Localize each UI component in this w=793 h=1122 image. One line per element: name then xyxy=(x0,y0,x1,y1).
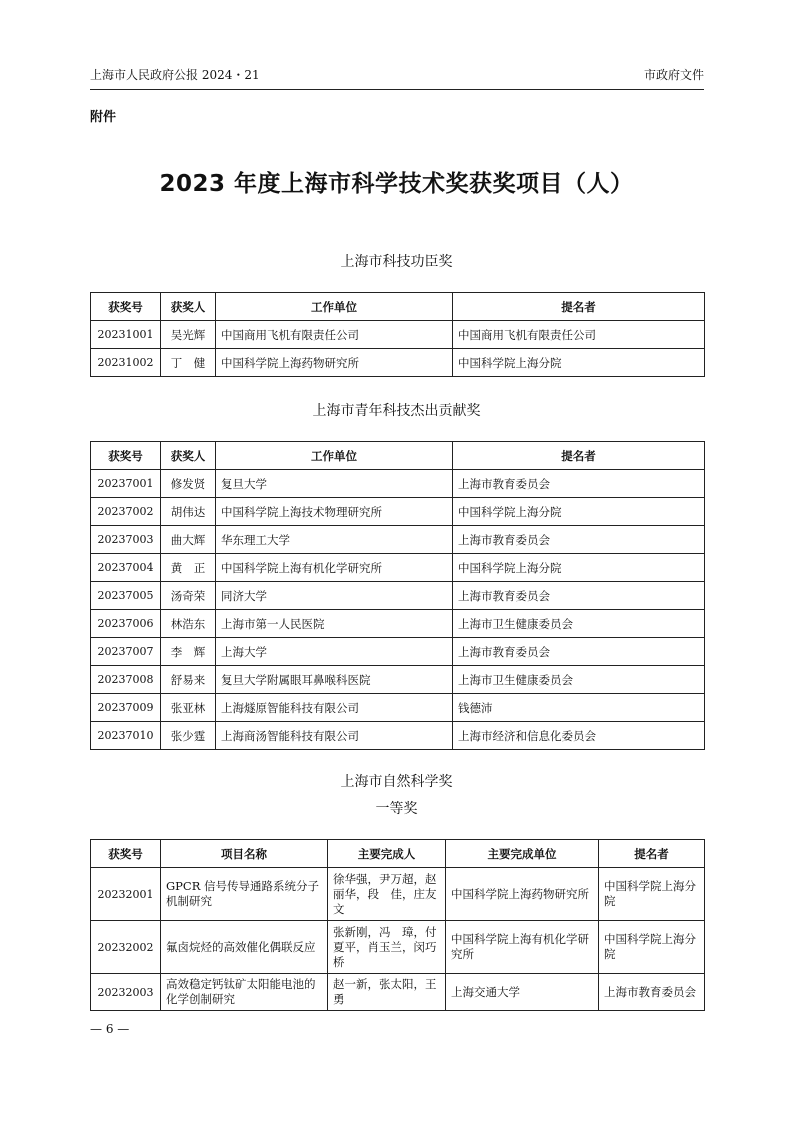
award-number: 20237008 xyxy=(91,666,161,694)
table-youth-award xyxy=(90,441,705,750)
table-row xyxy=(91,498,705,526)
table-row xyxy=(91,666,705,694)
table-row xyxy=(91,694,705,722)
table-row xyxy=(91,921,705,974)
col-header: 提名者 xyxy=(599,840,705,868)
table-row xyxy=(91,526,705,554)
work-unit: 复旦大学附属眼耳鼻喉科医院 xyxy=(216,666,453,694)
nominator: 钱德沛 xyxy=(453,694,705,722)
work-unit: 华东理工大学 xyxy=(216,526,453,554)
award-number: 20232001 xyxy=(91,868,161,921)
project-name: GPCR 信号传导通路系统分子机制研究 xyxy=(161,868,328,921)
col-header: 工作单位 xyxy=(216,293,453,321)
awardee: 汤奇荣 xyxy=(161,582,216,610)
award-number: 20237005 xyxy=(91,582,161,610)
project-name: 高效稳定钙钛矿太阳能电池的化学创制研究 xyxy=(161,974,328,1011)
work-unit: 中国商用飞机有限责任公司 xyxy=(216,321,453,349)
col-header: 获奖号 xyxy=(91,293,161,321)
awardee: 林浩东 xyxy=(161,610,216,638)
work-unit: 上海燧原智能科技有限公司 xyxy=(216,694,453,722)
table-row xyxy=(91,582,705,610)
award-number: 20232002 xyxy=(91,921,161,974)
main-unit: 中国科学院上海有机化学研究所 xyxy=(446,921,599,974)
award-number: 20237002 xyxy=(91,498,161,526)
award-number: 20237010 xyxy=(91,722,161,750)
main-unit: 上海交通大学 xyxy=(446,974,599,1011)
attachment-label: 附件 xyxy=(90,110,117,125)
section-title-natural-science: 上海市自然科学奖 xyxy=(340,774,453,790)
table-row xyxy=(91,470,705,498)
awardee: 张亚林 xyxy=(161,694,216,722)
award-number: 20237006 xyxy=(91,610,161,638)
section-title-merit: 上海市科技功臣奖 xyxy=(340,254,453,270)
col-header: 获奖人 xyxy=(161,293,216,321)
work-unit: 上海商汤智能科技有限公司 xyxy=(216,722,453,750)
work-unit: 上海大学 xyxy=(216,638,453,666)
award-number: 20231001 xyxy=(91,321,161,349)
page-number: — 6 — xyxy=(90,1022,130,1036)
awardee: 吴光辉 xyxy=(161,321,216,349)
col-header: 主要完成人 xyxy=(328,840,446,868)
col-header: 提名者 xyxy=(453,293,705,321)
nominator: 上海市教育委员会 xyxy=(453,526,705,554)
awardee: 李 辉 xyxy=(161,638,216,666)
work-unit: 复旦大学 xyxy=(216,470,453,498)
table-header-row xyxy=(91,442,705,470)
award-number: 20231002 xyxy=(91,349,161,377)
work-unit: 中国科学院上海药物研究所 xyxy=(216,349,453,377)
project-name: 氟卤烷烃的高效催化偶联反应 xyxy=(161,921,328,974)
table-row xyxy=(91,974,705,1011)
table-header-row xyxy=(91,293,705,321)
section-subtitle-first-prize: 一等奖 xyxy=(375,801,418,817)
section-title-youth: 上海市青年科技杰出贡献奖 xyxy=(312,403,481,419)
nominator: 上海市教育委员会 xyxy=(453,638,705,666)
nominator: 中国科学院上海分院 xyxy=(453,498,705,526)
nominator: 中国科学院上海分院 xyxy=(599,868,705,921)
header-publication: 上海市人民政府公报 2024・21 xyxy=(90,68,260,82)
col-header: 获奖号 xyxy=(91,840,161,868)
nominator: 中国科学院上海分院 xyxy=(599,921,705,974)
col-header: 工作单位 xyxy=(216,442,453,470)
table-row xyxy=(91,610,705,638)
work-unit: 同济大学 xyxy=(216,582,453,610)
table-merit-award xyxy=(90,292,705,377)
work-unit: 中国科学院上海有机化学研究所 xyxy=(216,554,453,582)
nominator: 上海市经济和信息化委员会 xyxy=(453,722,705,750)
page-header xyxy=(90,66,704,83)
main-contributors: 赵一新，张太阳，王 勇 xyxy=(328,974,446,1011)
col-header: 提名者 xyxy=(453,442,705,470)
nominator: 上海市卫生健康委员会 xyxy=(453,666,705,694)
table-row xyxy=(91,349,705,377)
award-number: 20237007 xyxy=(91,638,161,666)
awardee: 曲大辉 xyxy=(161,526,216,554)
nominator: 中国科学院上海分院 xyxy=(453,349,705,377)
nominator: 上海市教育委员会 xyxy=(453,582,705,610)
nominator: 中国科学院上海分院 xyxy=(453,554,705,582)
table-row xyxy=(91,868,705,921)
main-unit: 中国科学院上海药物研究所 xyxy=(446,868,599,921)
main-contributors: 徐华强，尹万超，赵丽华，段 佳，庄友文 xyxy=(328,868,446,921)
award-number: 20237003 xyxy=(91,526,161,554)
main-contributors: 张新刚，冯 璋，付夏平，肖玉兰，闵巧桥 xyxy=(328,921,446,974)
awardee: 黄 正 xyxy=(161,554,216,582)
table-row xyxy=(91,321,705,349)
document-title: 2023 年度上海市科学技术奖获奖项目（人） xyxy=(159,171,634,197)
table-natural-science-award xyxy=(90,839,705,1011)
awardee: 张少霆 xyxy=(161,722,216,750)
col-header: 项目名称 xyxy=(161,840,328,868)
work-unit: 中国科学院上海技术物理研究所 xyxy=(216,498,453,526)
work-unit: 上海市第一人民医院 xyxy=(216,610,453,638)
header-category: 市政府文件 xyxy=(643,68,704,82)
col-header: 主要完成单位 xyxy=(446,840,599,868)
table-row xyxy=(91,638,705,666)
table-row xyxy=(91,554,705,582)
award-number: 20237001 xyxy=(91,470,161,498)
table-header-row xyxy=(91,840,705,868)
nominator: 中国商用飞机有限责任公司 xyxy=(453,321,705,349)
awardee: 修发贤 xyxy=(161,470,216,498)
award-number: 20237004 xyxy=(91,554,161,582)
award-number: 20237009 xyxy=(91,694,161,722)
nominator: 上海市教育委员会 xyxy=(599,974,705,1011)
award-number: 20232003 xyxy=(91,974,161,1011)
table-row xyxy=(91,722,705,750)
awardee: 胡伟达 xyxy=(161,498,216,526)
col-header: 获奖人 xyxy=(161,442,216,470)
header-rule xyxy=(90,89,704,90)
awardee: 丁 健 xyxy=(161,349,216,377)
nominator: 上海市卫生健康委员会 xyxy=(453,610,705,638)
col-header: 获奖号 xyxy=(91,442,161,470)
awardee: 舒易来 xyxy=(161,666,216,694)
nominator: 上海市教育委员会 xyxy=(453,470,705,498)
